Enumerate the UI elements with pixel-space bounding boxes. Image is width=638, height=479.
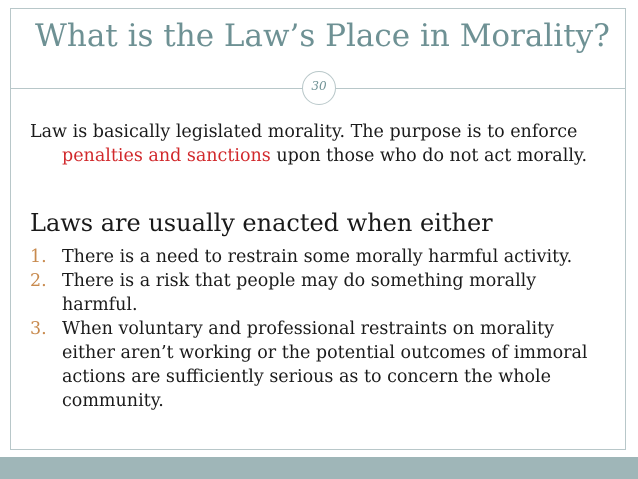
list-item: [30, 245, 610, 269]
intro-highlight: penalties and sanctions: [62, 146, 271, 166]
list-number: 3.: [30, 319, 47, 339]
list-item-text: There is a risk that people may do something morally harmful.: [62, 271, 537, 315]
list-number: 1.: [30, 247, 47, 267]
section-heading: Laws are usually enacted when either: [30, 209, 493, 237]
slide-number-badge: [302, 71, 336, 105]
slide-title: What is the Law’s Place in Morality?: [35, 18, 610, 54]
list-item: [30, 317, 610, 413]
list-item: [30, 269, 610, 317]
list-item-text: When voluntary and professional restraints on morality either aren’t working or the potential outcomes of immoral actions are sufficiently serious as to concern the whole community.: [62, 319, 588, 411]
intro-text-a: Law is basically legislated morality. The purpose is to enforce: [30, 122, 578, 142]
slide-number: 30: [311, 79, 327, 93]
numbered-list: [30, 245, 610, 413]
list-number: 2.: [30, 271, 47, 291]
intro-paragraph: [30, 120, 610, 168]
footer-bar: [0, 457, 638, 479]
list-item-text: There is a need to restrain some morally harmful activity.: [62, 247, 573, 267]
intro-text-b: upon those who do not act morally.: [270, 146, 588, 166]
